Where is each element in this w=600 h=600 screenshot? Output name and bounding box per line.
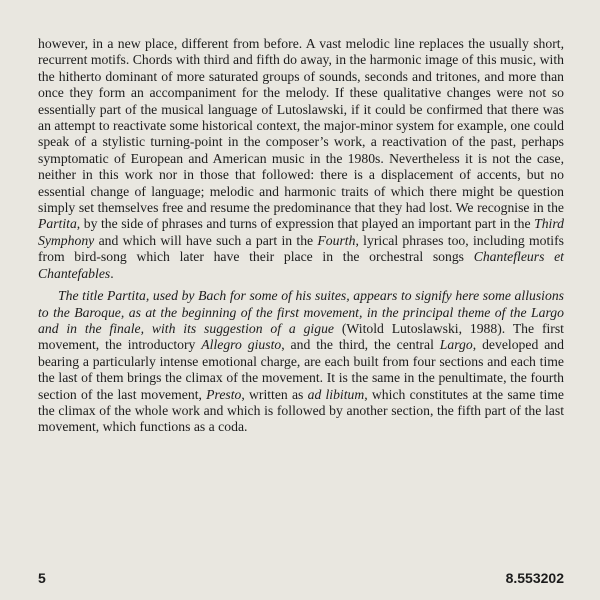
page-footer [38,570,564,586]
document-body [38,36,564,436]
catalogue-number: 8.553202 [505,570,564,586]
page-number: 5 [38,570,46,586]
paragraph-2: The title Partita, used by Bach for some of his suites, appears to signify here some allusions to the Baroque, as at the beginning of the first movement, in the principal theme of the Largo and in the finale, with its suggestion of a gigue (Witold Lutoslawski, 1988). The first movement, the introductory Allegro giusto, and the third, the central Largo, developed and bearing a particularly intense emotional charge, are each built from four sections and each time the last of them brings the climax of the movement. It is the same in the penultimate, the fourth section of the last movement, Presto, written as ad libitum, which constitutes at the same time the climax of the whole work and which is followed by another section, the fifth part of the last movement, which functions as a coda. [38,288,564,435]
paragraph-1: however, in a new place, different from before. A vast melodic line replaces the usually short, recurrent motifs. Chords with third and fifth do away, in the harmonic image of this music, with the hitherto dominant of more saturated groups of sounds, seconds and tritones, and more than once they form an accompaniment for the melody. If these qualitative changes were not so essentially part of the musical language of Lutoslawski, if it could be confirmed that there was an attempt to reactivate some historical context, the major-minor system for example, one could speak of a stylistic turning-point in the composer’s work, a reactivation of the past, perhaps symptomatic of European and American music in the 1980s. Nevertheless it is not the case, neither in this work nor in those that followed: there is a displacement of accents, but no essential change of language; melodic and harmonic traits of which there might be question simply set themselves free and resume the predominance that they had lost. We recognise in the Partita, by the side of phrases and turns of expression that played an important part in the Third Symphony and which will have such a part in the Fourth, lyrical phrases too, including motifs from bird-song which later have their place in the orchestral songs Chantefleurs et Chantefables. [38,36,564,281]
